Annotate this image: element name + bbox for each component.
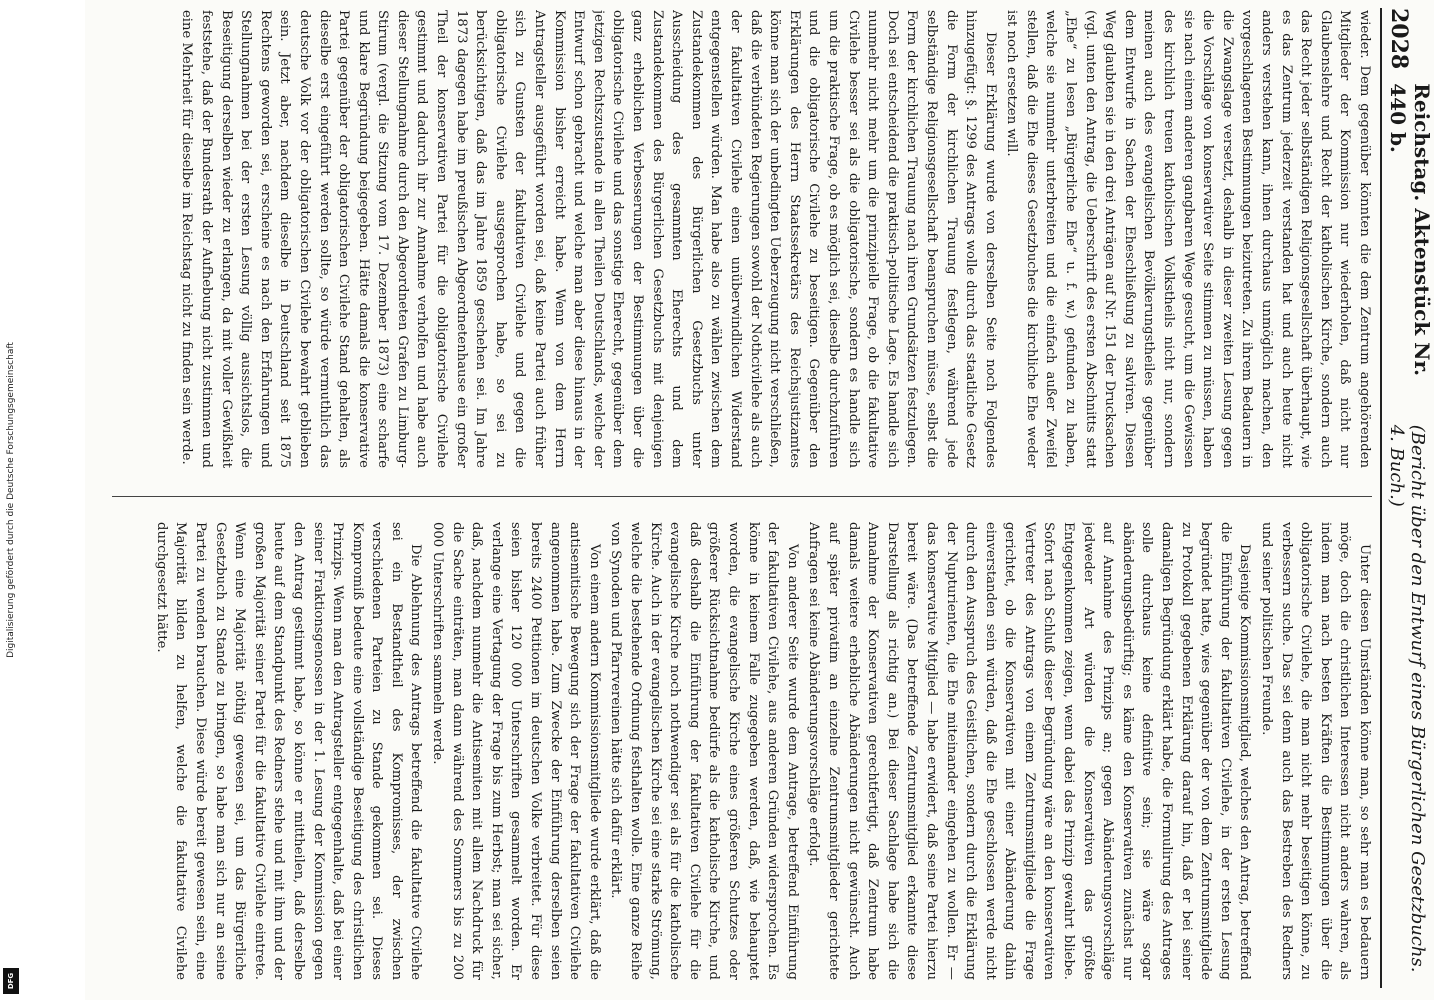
page-title: Reichstag. Aktenstück Nr. 440 b. <box>1386 83 1434 377</box>
digitization-note-text: Digitalisierung gefördert durch die Deutsche Forschungsgemeinschaft <box>6 342 16 658</box>
page-header <box>1386 8 1434 988</box>
paragraph: wieder. Dem gegenüber könnten die dem Zentrum angehörenden Mitglieder der Kommission nur wiederholen, daß nicht nur Glaubenslehre und Recht der katholischen Kirche, sondern auch das Recht jeder selbständigen Religionsgesellschaft überhaupt, wie es das Zentrum jederzeit verstanden hat und auch heute nicht anders verstehen kann, ihnen durchaus unmöglich machen, den vorgeschlagenen Bestimmungen beizutreten. Zu ihrem Bedauern in die Zwangslage versetzt, deshalb in dieser zweiten Lesung gegen die Vorschläge von konservativer Seite stimmen zu müssen, haben sie nach einem anderen gangbaren Wege gesucht, um die Gewissen des kirchlich treuen katholischen Volkstheils nicht nur, sondern meinen auch des evangelischen Bevölkerungstheiles gegenüber dem Entwurfe in Sachen der Eheschließung zu salviren. Diesen Weg glaubten sie in den drei Anträgen auf Nr. 151 der Drucksachen (vgl. unten den Antrag, die Ueberschrift des ersten Abschnitts statt „Ehe“ zu lesen „Bürgerliche Ehe“ u. f. w.) gefunden zu haben, welche sie nunmehr unterbreiten und die einfach außer Zweifel stellen, daß die Ehe dieses Gesetzbuches die kirchliche Ehe weder ist noch ersetzen will. <box>1004 10 1372 468</box>
page-subtitle: (Bericht über den Entwurf eines Bürgerlichen Gesetzbuchs. 4. Buch.) <box>1386 424 1428 973</box>
page-number: 2028 <box>1386 8 1412 70</box>
scanned-page <box>85 0 1434 1000</box>
rotated-page-content <box>85 0 1434 1000</box>
left-column <box>104 10 1374 468</box>
paragraph: Dasjenige Kommissionsmitglied, welches den Antrag, betreffend die Einführung der fakultativen Civilehe, in der ersten Lesung begründet hatte, wies gegenüber der von dem Zentrumsmitgliede zu Protokoll gegebenen Erklärung darauf hin, daß er bei seiner damaligen Begründung erklärt habe, die Formulirung des Antrages solle durchaus keine definitive sein; sie wäre sogar abänderungsbedürftig; es käme den Konservativen zunächst nur auf Annahme des Prinzips an; gegen Abänderungsvorschläge jedweder Art würden die Konservativen das größte Entgegenkommen zeigen, wenn dabei das Prinzip gewahrt bliebe. Sofort nach Schluß dieser Begründung wäre an den konservativen Vertreter des Antrags von einem Zentrumsmitgliede die Frage gerichtet, ob die Konservativen mit einer Abänderung dahin einverstanden sein würden, daß die Ehe geschlossen werde nicht durch den Ausspruch des Geistlichen, sondern durch die Erklärung der Nupturienten, die Ehe miteinander eingehen zu wollen. Er — das konservative Mitglied — habe erwidert, daß seine Partei hierzu bereit wäre. (Das betreffende Zentrumsmitglied erkannte diese Darstellung als richtig an.) Bei dieser Sachlage habe sich die Annahme der Konservativen gerechtfertigt, daß Zentrum habe damals weitere erhebliche Abänderungen nicht gewünscht. Auch auf später privatim an einzelne Zentrumsmitglieder gerichtete Anfragen sei keine Abänderungsvorschläge erfolgt. <box>806 522 1253 980</box>
digitization-note <box>0 0 22 1000</box>
paragraph: Dieser Erklärung wurde von derselben Seite noch Folgendes hinzugefügt: §. 1299 des Antrags wolle durch das staatliche Gesetz die Form der kirchlichen Trauung festlegen, während jede selbständige Religionsgesellschaft beanspruchen müsse, selbst die Form der kirchlichen Trauung nach ihren Grundsätzen festzulegen. Doch sei entscheidend die praktisch-politische Lage. Es handle sich nunmehr nicht mehr um die prinzipielle Frage, ob die fakultative Civilehe besser sei als die obligatorische, sondern es handle sich um die praktische Frage, ob es möglich sei, dieselbe durchzuführen und die obligatorische Civilehe zu beseitigen. Gegenüber den Erklärungen des Herrn Staatssekretärs des Reichsjustizamtes könne man sich der unbedingten Ueberzeugung nicht verschließen, daß die verbündeten Regierungen sowohl der Nothcivilehe als auch der fakultativen Civilehe einen unüberwindlichen Widerstand entgegenstellen würden. Man habe also zu wählen zwischen dem Zustandekommen des Bürgerlichen Gesetzbuchs unter Ausscheidung des gesammten Eherechts und dem Zustandekommen des Bürgerlichen Gesetzbuchs mit denjenigen ganz erheblichen Verbesserungen der Bestimmungen über die obligatorische Civilehe und das sonstige Eherecht, gegenüber dem jetzigen Rechtszustande in allen Theilen Deutschlands, welche der Entwurf schon gebracht und welche man aber diese hinaus in der Kommission bisher erreicht habe. Wenn von dem Herrn Antragsteller ausgeführt worden sei, daß keine Partei auch früher sich zu Gunsten der fakultativen Civilehe und gegen die obligatorische Civilehe ausgesprochen habe, so sei zu berücksichtigen, daß das im Jahre 1859 geschehen sei. Im Jahre 1873 dagegen habe im preußischen Abgeordnetenhause ein großer Theil der konservativen Partei für die obligatorische Civilehe gestimmt und dadurch ihr zur Annahme verholfen und habe auch dieser Stellungnahme durch den Abgeordneten Grafen zu Limburg-Stirum (vergl. die Sitzung vom 17. Dezember 1873) eine scharfe und klare Begründung beigegeben. Hätte damals die konservative Partei gegenüber der obligatorischen Civilehe Stand gehalten, als dieselbe erst eingeführt werden sollte, so würde vermuthlich das deutsche Volk vor der obligatorischen Civilehe bewahrt geblieben sein. Jetzt aber, nachdem dieselbe in Deutschland seit 1875 Rechtens geworden sei, erscheine es nach den Erfahrungen und Stellungnahmen bei der ersten Lesung völlig aussichtslos, die Beseitigung derselben wieder zu erlangen, da mit voller Gewißheit feststehe, daß der Bundesrath der Aufhebung nicht zustimmen und eine Mehrheit für dieselbe im Reichstag nicht zu finden sein werde. <box>179 10 998 468</box>
paragraph: Unter diesen Umständen könne man, so sehr man es bedauern möge, doch die christlichen Interessen nicht anders wahren, als indem man nach besten Kräften die Bestimmungen über die obligatorische Civilehe, die man nicht mehr beseitigen könne, zu verbessern suche. Das sei denn auch das Bestreben des Redners und seiner politischen Freunde. <box>1259 522 1372 980</box>
column-divider <box>112 496 1372 497</box>
paragraph: Von einem andern Kommissionsmitgliede wurde erklärt, daß die antisemitische Bewegung sich der Frage der fakultativen Civilehe angenommen habe. Zum Zwecke der Einführung derselben seien bereits 2400 Petitionen im deutschen Volke verbreitet. Für diese seien bisher 120 000 Unterschriften gesammelt worden. Er verlange eine Vertagung der Frage bis zum Herbst; man sei sicher, daß, nachdem nunmehr die Antisemiten mit allem Nachdruck für die Sache einträten, man dann während des Sommers bis zu 200 000 Unterschriften sammeln werde. <box>430 522 602 980</box>
paragraph: Von anderer Seite wurde dem Antrage, betreffend Einführung der fakultativen Civilehe, aus anderen Gründen widersprochen. Es könne in keinem Falle zugegeben werden, daß, wie behauptet worden, die evangelische Kirche eines größeren Schutzes oder größerer Rücksichtnahme bedürfe als die katholische Kirche, und daß deshalb die Einführung der fakultativen Civilehe für die evangelische Kirche noch nothwendiger sei als für die katholische Kirche. Auch in der evangelischen Kirche sei eine starke Strömung, welche die bestehende Ordnung festhalten wolle. Eine ganze Reihe von Synoden und Pfarrvereinen hätte sich dafür erklärt. <box>608 522 800 980</box>
paragraph: Die Ablehnung des Antrags betreffend die fakultative Civilehe sei ein Bestandtheil des Kompromisses, der zwischen verschiedenen Parteien zu Stande gekommen sei. Dieses Kompromiß bedeute eine vollständige Beseitigung des christlichen Prinzips. Wenn man den Antragsteller entgegenhalte, daß bei einer seiner Fraktionsgenossen in der 1. Lesung der Kommission gegen den Antrag gestimmt habe, so könne er mittheilen, daß derselbe heute auf dem Standpunkt des Redners stehe und mit ihm und der großen Majorität seiner Partei für die fakultative Civilehe eintrete. Wenn eine Majorität nöthig gewesen sei, um das Bürgerliche Gesetzbuch zu Stande zu bringen, so habe man sich nur an seine Partei zu wenden brauchen. Diese würde bereit gewesen sein, eine Majorität bilden zu helfen, welche die fakultative Civilehe durchgesetzt hätte. <box>153 522 424 980</box>
dfg-logo-icon: DFG <box>3 968 19 994</box>
right-column <box>104 522 1374 980</box>
header-rule <box>1380 8 1382 988</box>
